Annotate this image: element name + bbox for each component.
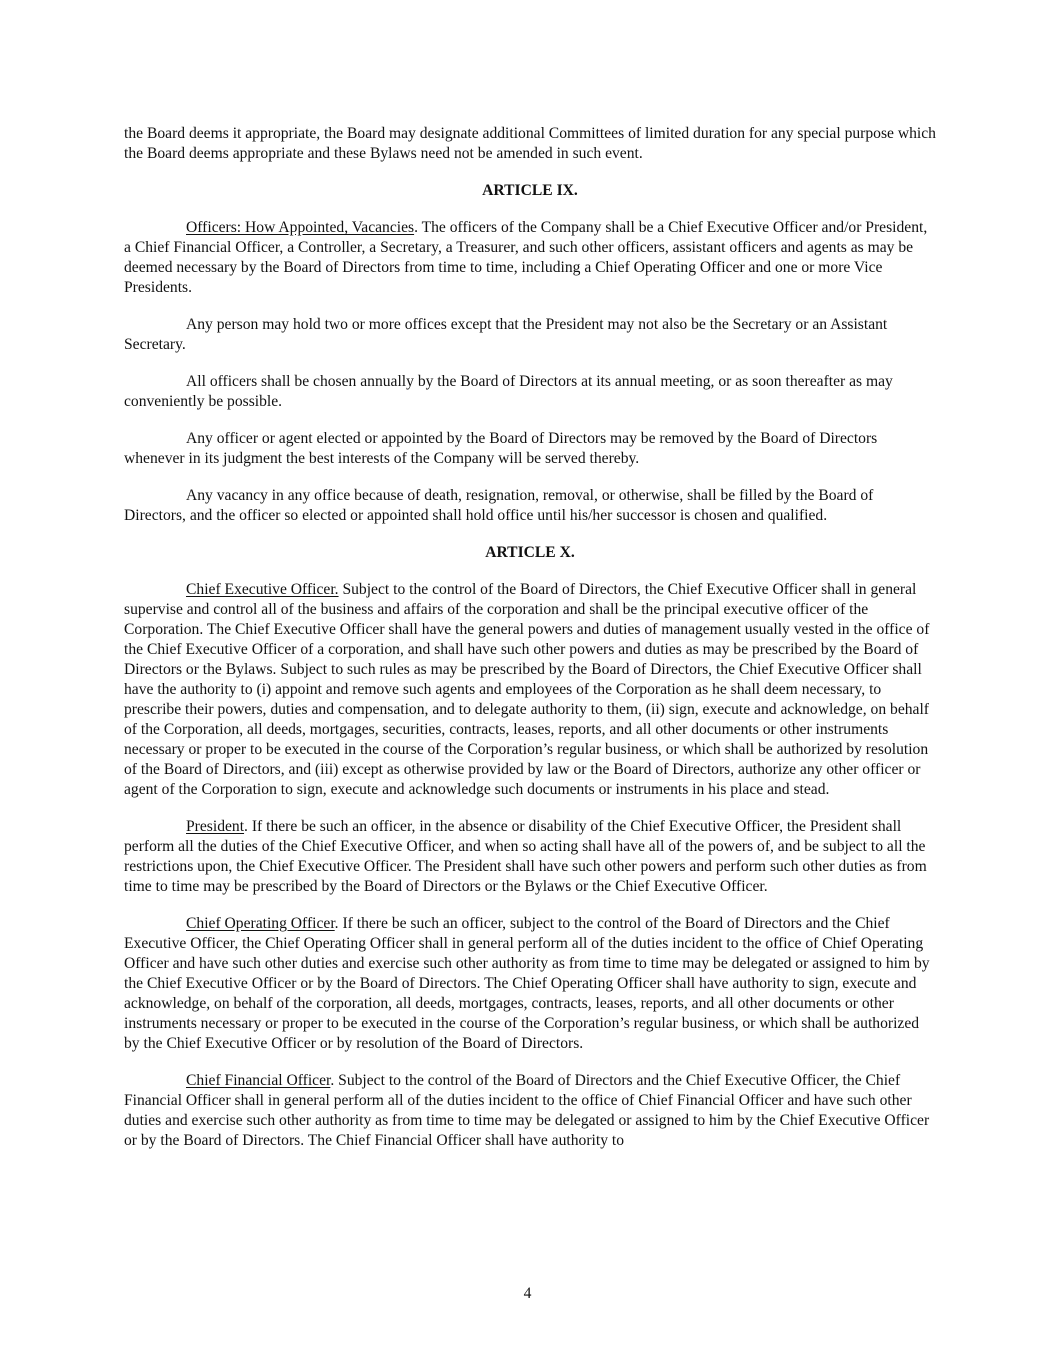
article-ix-heading: ARTICLE IX. <box>482 182 578 199</box>
vacancy-paragraph: Any vacancy in any office because of death, resignation, removal, or otherwise, shall be filled by the Board of Directors, and the officer so elected or appointed shall hold office until his/her successor is chosen and qualified. <box>124 487 874 524</box>
cfo-section-text: . Subject to the control of the Board of Directors and the Chief Executive Officer, the Chief Financial Officer shall in general perform all of the duties incident to the office of Chief Financial Officer and have such other duties and exercise such other authority as from time to time may be delegated or assigned to him by the Chief Executive Officer or by the Board of Directors. The Chief Financial Officer shall have authority to <box>124 1072 930 1149</box>
cfo-section-title: Chief Financial Officer <box>186 1072 331 1089</box>
president-section-text: . If there be such an officer, in the absence or disability of the Chief Executive Officer, the President shall perform all the duties of the Chief Executive Officer, and when so acting shall have all of the powers of, and be subject to all the restrictions upon, the Chief Executive Officer. The President shall have such other powers and perform such other duties as from time to time may be prescribed by the Board of Directors or the Bylaws or the Chief Executive Officer. <box>124 818 927 895</box>
intro-paragraph: the Board deems it appropriate, the Board may designate additional Committees of limited duration for any special purpose which the Board deems appropriate and these Bylaws need not be amended in such event. <box>124 125 936 162</box>
ceo-section-text: Subject to the control of the Board of Directors, the Chief Executive Officer shall in general supervise and control all of the business and affairs of the corporation and shall be the principal executive officer of the Corporation. The Chief Executive Officer shall have the general powers and duties of management usually vested in the office of the Chief Executive Officer of a corporation, and shall have such other powers and duties as may be prescribed by the Board of Directors or the Bylaws. Subject to such rules as may be prescribed by the Board of Directors, the Chief Executive Officer shall have the authority to (i) appoint and remove such agents and employees of the Corporation as he shall deem necessary, to prescribe their powers, duties and compensation, and to delegate authority to them, (ii) sign, execute and acknowledge, on behalf of the Corporation, all deeds, mortgages, securities, contracts, leases, reports, and all other documents or other instruments necessary or proper to be executed in the course of the Corporation’s regular business, or which shall be authorized by resolution of the Board of Directors, and (iii) except as otherwise provided by law or the Board of Directors, authorize any other officer or agent of the Corporation to sign, execute and acknowledge such documents or instruments in his place and stead. <box>124 581 930 798</box>
ceo-section-title: Chief Executive Officer. <box>186 581 339 598</box>
coo-section-text: . If there be such an officer, subject to the control of the Board of Directors and the Chief Executive Officer, the Chief Operating Officer shall in general perform all of the duties incident to the office of Chief Operating Officer and have such other duties and exercise such other authority as from time to time may be delegated or assigned to him by the Chief Executive Officer or by the Board of Directors. The Chief Operating Officer shall have authority to sign, execute and acknowledge, on behalf of the corporation, all deeds, mortgages, contracts, leases, reports, and all other documents or other instruments necessary or proper to be executed in the course of the Corporation’s regular business, or which shall be authorized by the Chief Executive Officer or by resolution of the Board of Directors. <box>124 915 930 1052</box>
ceo-paragraph <box>124 580 936 800</box>
coo-paragraph <box>124 914 936 1054</box>
multiple-offices-paragraph: Any person may hold two or more offices except that the President may not also be the Secretary or an Assistant Secretary. <box>124 316 888 353</box>
removal-paragraph: Any officer or agent elected or appointed by the Board of Directors may be removed by the Board of Directors whenever in its judgment the best interests of the Company will be served thereby. <box>124 430 878 467</box>
coo-section-title: Chief Operating Officer <box>186 915 335 932</box>
cfo-paragraph <box>124 1071 936 1151</box>
president-section-title: President <box>186 818 245 835</box>
article-x-heading: ARTICLE X. <box>485 544 575 561</box>
page-number: 4 <box>523 1285 532 1302</box>
annual-election-paragraph: All officers shall be chosen annually by the Board of Directors at its annual meeting, or as soon thereafter as may conveniently be possible. <box>124 373 893 410</box>
officers-section-title: Officers: How Appointed, Vacancies <box>186 219 415 236</box>
officers-section-text: . The officers of the Company shall be a Chief Executive Officer and/or President, a Chief Financial Officer, a Controller, a Secretary, a Treasurer, and such other officers, assistant officers and agents as may be deemed necessary by the Board of Directors from time to time, including a Chief Operating Officer and one or more Vice Presidents. <box>124 219 928 296</box>
document-page <box>124 124 936 1168</box>
officers-paragraph <box>124 218 936 298</box>
president-paragraph <box>124 817 936 897</box>
